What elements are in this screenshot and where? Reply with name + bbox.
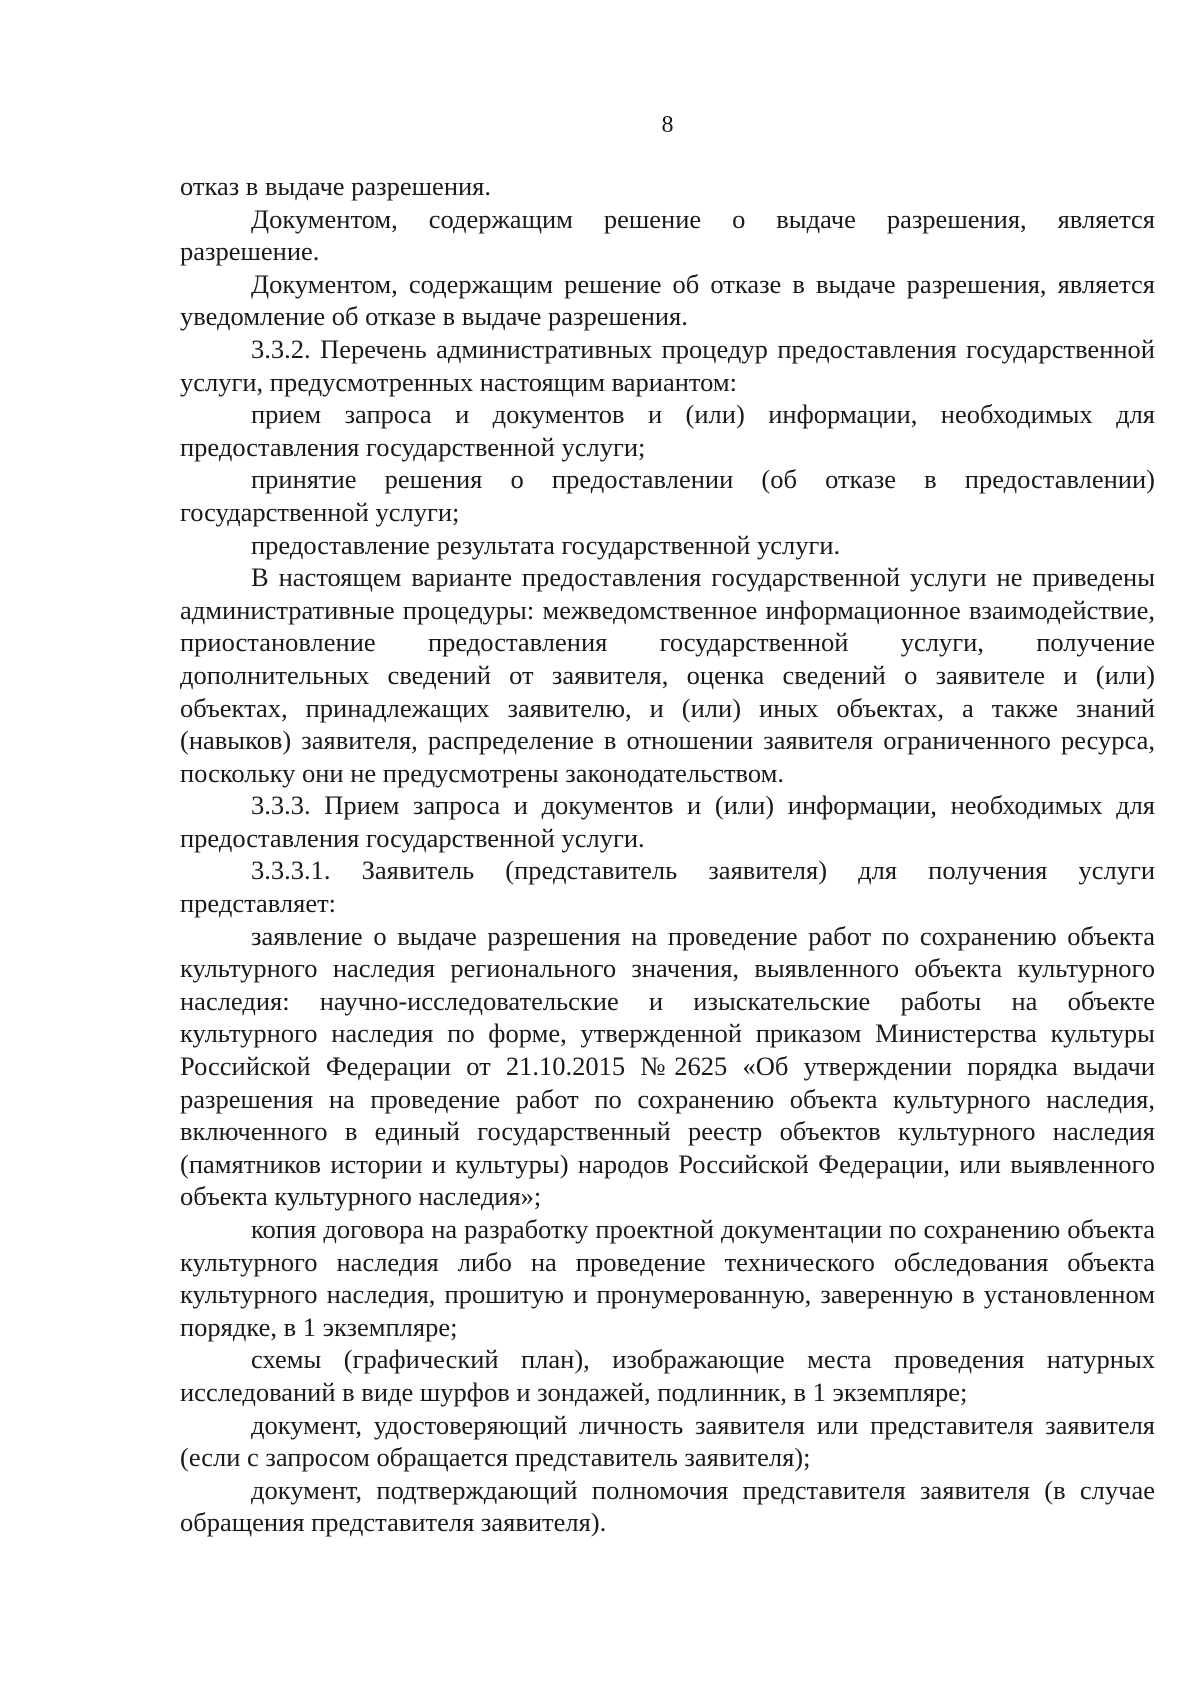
paragraph: отказ в выдаче разрешения. [180, 171, 491, 201]
list-item: предоставление результата государственной услуги. [251, 529, 841, 560]
page-number: 8 [661, 112, 674, 138]
list-item: прием запроса и документов и (или) информации, необходимых для предоставления государственной услуги; [180, 399, 1155, 462]
section-heading-3-3-2: 3.3.2. Перечень административных процедур предоставления государственной услуги, предусмотренных настоящим вариантом: [180, 333, 1155, 397]
list-item: документ, удостоверяющий личность заявителя или представителя заявителя (если с запросом обращается представитель заявителя); [180, 1409, 1155, 1473]
paragraph: Документом, содержащим решение о выдаче разрешения, является разрешение. [180, 203, 1155, 267]
paragraph: В настоящем варианте предоставления государственной услуги не приведены административные процедуры: межведомственное информационное взаимодействие, приостановление предоставления государственной услуги, получение дополнительных сведений от заявителя, оценка сведений о заявителе и (или) объектах, принадлежащих заявителю, и (или) иных объектах, а также знаний (навыков) заявителя, распределение в отношении заявителя ограниченного ресурса, поскольку они не предусмотрены законодательством. [180, 562, 1155, 788]
list-item: документ, подтверждающий полномочия представителя заявителя (в случае обращения представителя заявителя). [180, 1474, 1155, 1538]
document-body [180, 170, 1155, 1539]
list-item: копия договора на разработку проектной документации по сохранению объекта культурного наследия либо на проведение технического обследования объекта культурного наследия, прошитую и пронумерованную, заверенную в установленном порядке, в 1 экземпляре; [180, 1214, 1155, 1342]
list-item: принятие решения о предоставлении (об отказе в предоставлении) государственной услуги; [180, 464, 1155, 527]
paragraph: Документом, содержащим решение об отказе в выдаче разрешения, является уведомление об отказе в выдаче разрешения. [180, 268, 1155, 332]
section-heading-3-3-3-1: 3.3.3.1. Заявитель (представитель заявителя) для получения услуги представляет: [180, 855, 1155, 919]
section-heading-3-3-3: 3.3.3. Прием запроса и документов и (или) информации, необходимых для предоставления государственной услуги. [180, 790, 1155, 853]
list-item: заявление о выдаче разрешения на проведение работ по сохранению объекта культурного наследия регионального значения, выявленного объекта культурного наследия: научно-исследовательские и изыскательские работы на объекте культурного наследия по форме, утвержденной приказом Министерства культуры Российской Федерации от 21.10.2015 №2625 «Об утверждении порядка выдачи разрешения на проведение работ по сохранению объекта культурного наследия, включенного в единый государственный реестр объектов культурного наследия (памятников истории и культуры) народов Российской Федерации, или выявленного объекта культурного наследия»; [180, 920, 1155, 1212]
list-item: схемы (графический план), изображающие места проведения натурных исследований в виде шурфов и зондажей, подлинник, в 1 экземпляре; [180, 1344, 1155, 1407]
